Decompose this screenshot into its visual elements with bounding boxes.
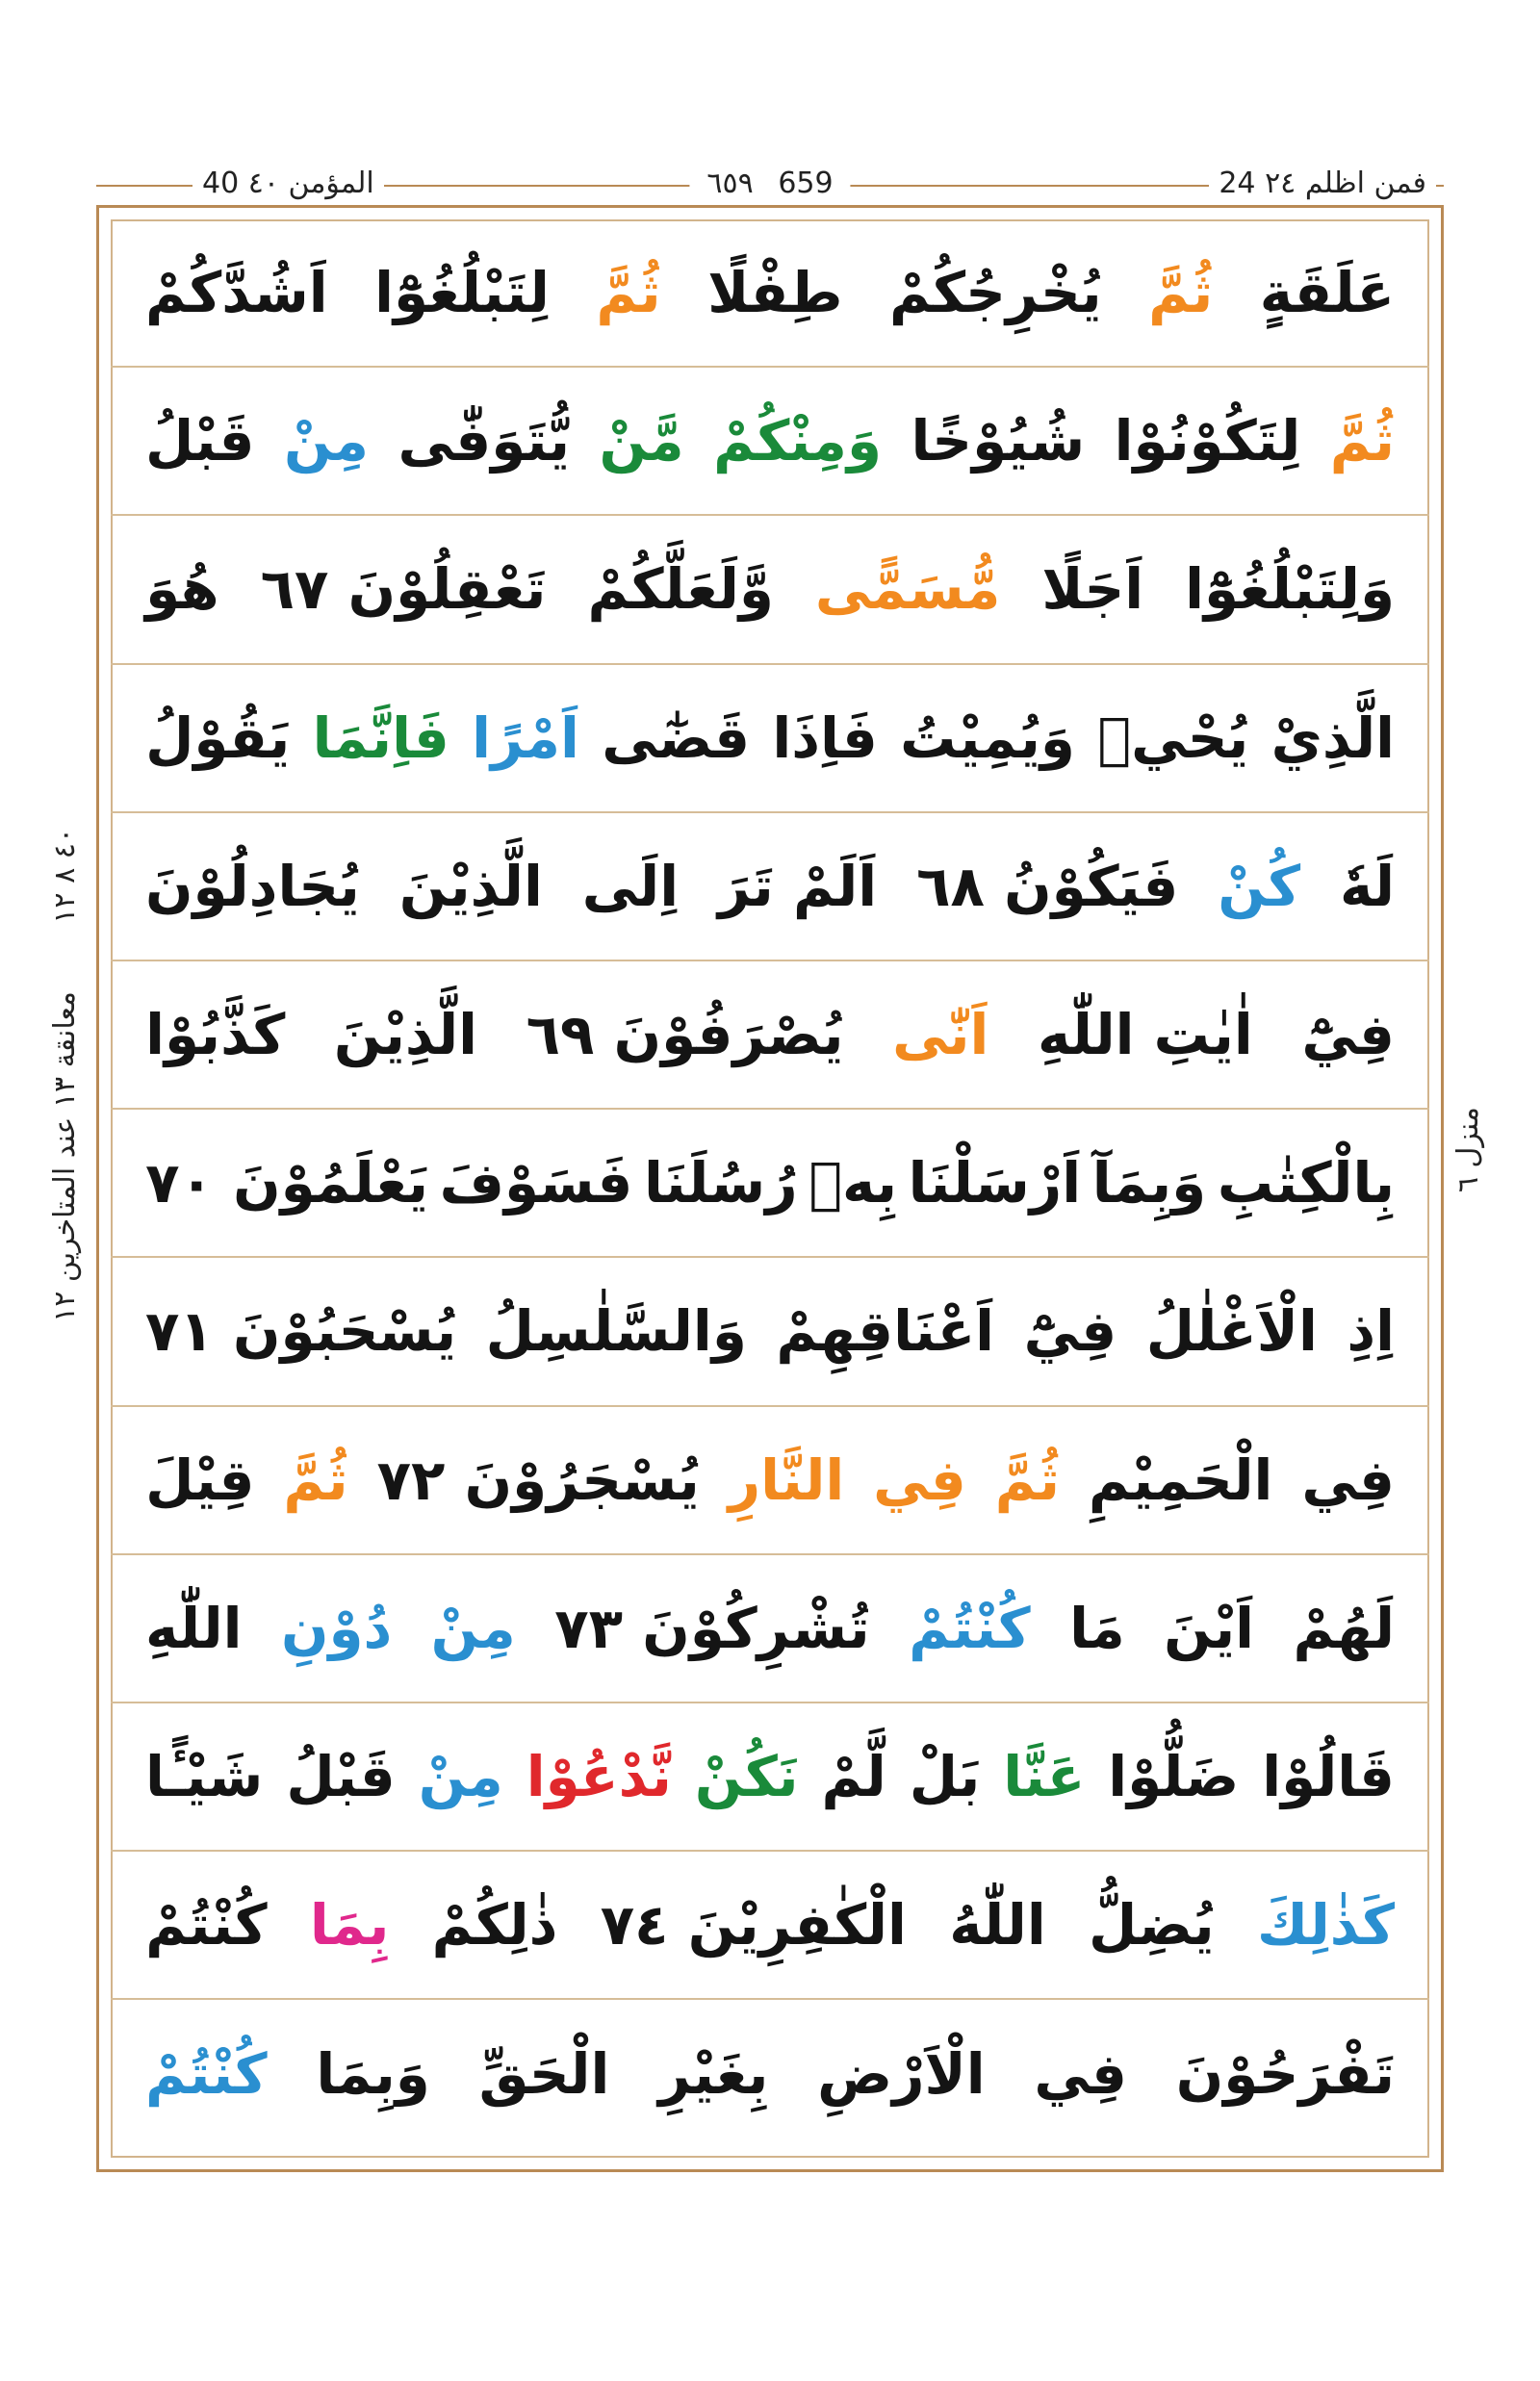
word: مَا (1069, 1595, 1125, 1661)
word: بِهٖ (808, 1150, 897, 1216)
word: فِي (1034, 2041, 1127, 2108)
word: قَالُوْا (1262, 1743, 1395, 1809)
text-line (111, 1258, 1429, 1406)
word: وَلِتَبْلُغُوْٓا (1185, 556, 1395, 623)
ruku-marker: ٤٠ ٨ ١٢ (48, 828, 82, 924)
word: عَنَّا (1003, 1743, 1086, 1809)
word: الْكٰفِرِيْنَ ٧٤ (600, 1892, 907, 1959)
word: اللّٰهِ (145, 1595, 243, 1661)
word: يُصْرَفُوْنَ ٦٩ (526, 1002, 844, 1068)
page-number-latin: 659 (778, 166, 834, 200)
word: طِفْلًا (707, 260, 843, 326)
word: قَضٰٓى (602, 704, 751, 771)
text-line (111, 516, 1429, 664)
manzil-marker: منزل ٦ (1451, 1107, 1485, 1193)
text-line (111, 813, 1429, 961)
word: شَيْـًٔا (145, 1743, 264, 1809)
word: الَّذِيْنَ (398, 853, 543, 919)
word: قِيْلَ (145, 1447, 255, 1513)
word: فِيْٓ (1023, 1298, 1117, 1365)
word: كُنْتُمْ (145, 1892, 268, 1959)
page-frame (96, 205, 1444, 2172)
word: اَنّٰى (892, 1002, 989, 1068)
word: الْحَمِيْمِ (1088, 1447, 1273, 1513)
word: لَهٗ (1340, 853, 1395, 919)
word: كَذَّبُوْا (145, 1002, 286, 1068)
text-line (111, 1110, 1429, 1258)
word: مِنْ (430, 1595, 516, 1661)
word: الْاَغْلٰلُ (1145, 1298, 1318, 1365)
word: اَمْرًا (472, 704, 579, 771)
word: ثُمَّ (1329, 408, 1395, 474)
word: اَرْسَلْنَا (908, 1150, 1082, 1216)
word: مُّسَمًّى (814, 556, 1001, 623)
word: اَعْنَاقِهِمْ (776, 1298, 995, 1365)
word: كَذٰلِكَ (1256, 1892, 1395, 1959)
word: اٰيٰتِ اللّٰهِ (1037, 1002, 1253, 1068)
word: نَّدْعُوْا (526, 1743, 672, 1809)
word: الْحَقِّ (478, 2041, 610, 2108)
word: بِمَا (309, 1892, 390, 1959)
word: فَسَوْفَ (439, 1150, 633, 1216)
word: يُضِلُّ (1088, 1892, 1215, 1959)
word: فَاِنَّمَا (312, 704, 449, 771)
page-number-urdu: ٦٥٩ (706, 166, 754, 200)
word: ثُمَّ (994, 1447, 1060, 1513)
word: بَلْ (909, 1743, 981, 1809)
word: يُجَادِلُوْنَ (145, 853, 360, 919)
word: لِتَبْلُغُوْٓا (374, 260, 550, 326)
text-line (111, 1555, 1429, 1703)
word: دُوْنِ (280, 1595, 393, 1661)
para-name: 24 فمن اظلم ٢٤ (1209, 162, 1436, 206)
word: يُسْجَرُوْنَ ٧٢ (376, 1447, 700, 1513)
word: مَّنْ (599, 408, 684, 474)
word: قَبْلُ (145, 408, 255, 474)
page-header (96, 162, 1444, 206)
text-line (111, 961, 1429, 1110)
word: لِتَكُوْنُوْا (1114, 408, 1301, 474)
left-margin-notes (40, 828, 94, 1367)
word: نَكُنْ (694, 1743, 799, 1809)
text-line (111, 1407, 1429, 1555)
word: مِنْ (283, 408, 370, 474)
surah-name: 40 المؤمن ٤٠ (192, 162, 384, 206)
word: بِغَيْرِ (658, 2041, 769, 2108)
word: الَّذِيْنَ (333, 1002, 478, 1068)
word: اَلَمْ تَرَ (717, 853, 878, 919)
word: فَاِذَا (772, 704, 878, 771)
word: اِلَى (581, 853, 680, 919)
text-line (111, 1852, 1429, 2000)
right-margin-notes (1444, 1107, 1492, 1251)
word: يُسْحَبُوْنَ ٧١ (145, 1298, 457, 1365)
word: تَعْقِلُوْنَ ٦٧ (260, 556, 547, 623)
word: اِذِ (1347, 1298, 1395, 1365)
text-line (111, 219, 1429, 368)
word: عَلَقَةٍ (1259, 260, 1395, 326)
word: يُخْرِجُكُمْ (888, 260, 1102, 326)
text-line (111, 665, 1429, 813)
word: وَبِمَآ (1091, 1150, 1207, 1216)
word: فَيَكُوْنُ ٦٨ (916, 853, 1179, 919)
text-line (111, 2000, 1429, 2148)
word: تَفْرَحُوْنَ (1175, 2041, 1395, 2108)
word: رُسُلَنَا (644, 1150, 798, 1216)
word: وَمِنْكُمْ (713, 408, 882, 474)
word: يَقُوْلُ (145, 704, 291, 771)
word: ثُمَّ (283, 1447, 348, 1513)
word: لَهُمْ (1293, 1595, 1395, 1661)
word: يُّتَوَفّٰى (398, 408, 571, 474)
word: شُيُوْخًا (911, 408, 1086, 474)
word: وَبِمَا (316, 2041, 430, 2108)
word: وَالسَّلٰسِلُ (485, 1298, 747, 1365)
word: كُنْتُمْ (145, 2041, 268, 2108)
word: بِالْكِتٰبِ (1217, 1150, 1395, 1216)
word: اللّٰهُ (949, 1892, 1046, 1959)
word: اَجَلًا (1041, 556, 1144, 623)
word: اَيْنَ (1164, 1595, 1255, 1661)
text-line (111, 1703, 1429, 1852)
word: فِيْٓ (1301, 1002, 1395, 1068)
quran-text-block (111, 219, 1429, 2158)
word: كُنْتُمْ (909, 1595, 1031, 1661)
word: كُنْ (1218, 853, 1301, 919)
word: تُشْرِكُوْنَ ٧٣ (554, 1595, 870, 1661)
word: وَيُمِيْتُ (900, 704, 1075, 771)
word: اَشُدَّكُمْ (145, 260, 328, 326)
word: ذٰلِكُمْ (431, 1892, 558, 1959)
text-line (111, 368, 1429, 516)
word: يَعْلَمُوْنَ ٧٠ (145, 1150, 429, 1216)
word: قَبْلُ (286, 1743, 396, 1809)
word: الْاَرْضِ (817, 2041, 986, 2108)
word: فِي (1301, 1447, 1395, 1513)
word: ضَلُّوْا (1108, 1743, 1240, 1809)
word: فِي (873, 1447, 966, 1513)
word: مِنْ (418, 1743, 503, 1809)
page-number (689, 162, 850, 206)
word: هُوَ (145, 556, 219, 623)
word: النَّارِ (728, 1447, 845, 1513)
word: ثُمَّ (1148, 260, 1214, 326)
word: وَّلَعَلَّكُمْ (587, 556, 774, 623)
word: لَّمْ (821, 1743, 886, 1809)
word: يُحْيٖ (1097, 704, 1249, 771)
margin-note: معانقة ١٣ عند المتاخرين ١٢ (48, 991, 82, 1322)
word: ثُمَّ (596, 260, 661, 326)
word: الَّذِيْ (1270, 704, 1395, 771)
